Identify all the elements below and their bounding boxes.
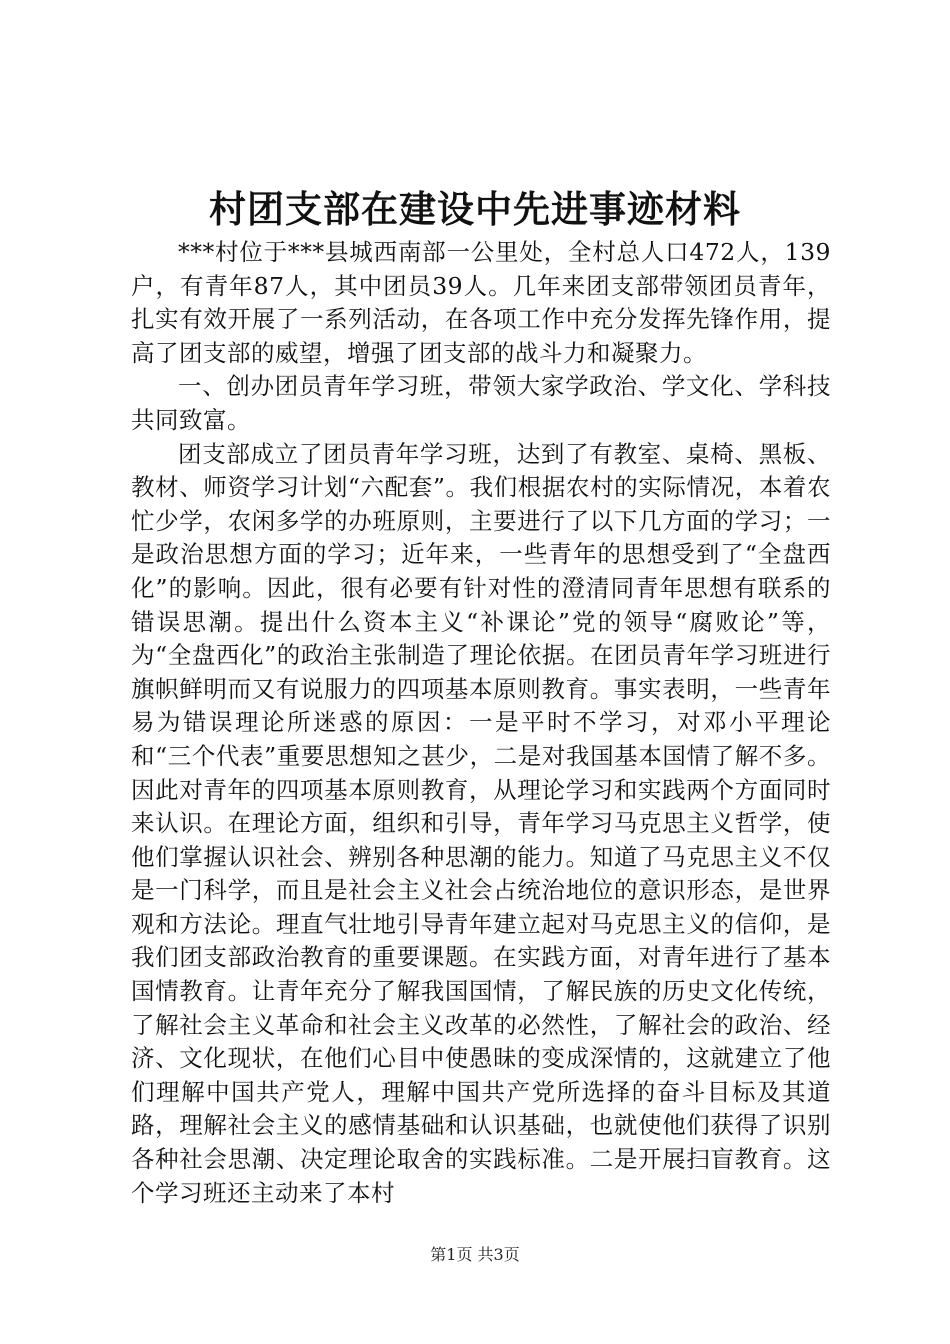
paragraph-section-heading: 一、创办团员青年学习班，带领大家学政治、学文化、学科技共同致富。 bbox=[131, 372, 831, 434]
document-title: 村团支部在建设中先进事迹材料 bbox=[209, 187, 741, 231]
page-number-footer: 第1页 共3页 bbox=[430, 1245, 520, 1264]
paragraph-intro: ***村位于***县城西南部一公里处，全村总人口472人，139户，有青年87人，其中团员39人。几年来团支部带领团员青年，扎实有效开展了一系列活动，在各项工作中充分发挥先锋作用，提高了团支部的威望，增强了团支部的战斗力和凝聚力。 bbox=[131, 238, 831, 367]
document-body bbox=[131, 236, 831, 1210]
paragraph-study-class: 团支部成立了团员青年学习班，达到了有教室、桌椅、黑板、教材、师资学习计划“六配套”。我们根据农村的实际情况，本着农忙少学，农闲多学的办班原则，主要进行了以下几方面的学习；一是政治思想方面的学习；近年来，一些青年的思想受到了“全盘西化”的影响。因此，很有必要有针对性的澄清同青年思想有联系的错误思潮。提出什么资本主义“补课论”党的领导“腐败论”等，为“全盘西化”的政治主张制造了理论依据。在团员青年学习班进行旗帜鲜明而又有说服力的四项基本原则教育。事实表明，一些青年易为错误理论所迷惑的原因：一是平时不学习，对邓小平理论和“三个代表”重要思想知之甚少，二是对我国基本国情了解不多。因此对青年的四项基本原则教育，从理论学习和实践两个方面同时来认识。在理论方面，组织和引导，青年学习马克思主义哲学，使他们掌握认识社会、辨别各种思潮的能力。知道了马克思主义不仅是一门科学，而且是社会主义社会占统治地位的意识形态，是世界观和方法论。理直气壮地引导青年建立起对马克思主义的信仰，是我们团支部政治教育的重要课题。在实践方面，对青年进行了基本国情教育。让青年充分了解我国国情，了解民族的历史文化传统，了解社会主义革命和社会主义改革的必然性，了解社会的政治、经济、文化现状，在他们心目中使愚昧的变成深情的，这就建立了他们理解中国共产党人，理解中国共产党所选择的奋斗目标及其道路，理解社会主义的感情基础和认识基础，也就使他们获得了识别各种社会思潮、决定理论取舍的实践标准。二是开展扫盲教育。这个学习班还主动来了本村 bbox=[131, 439, 831, 1207]
